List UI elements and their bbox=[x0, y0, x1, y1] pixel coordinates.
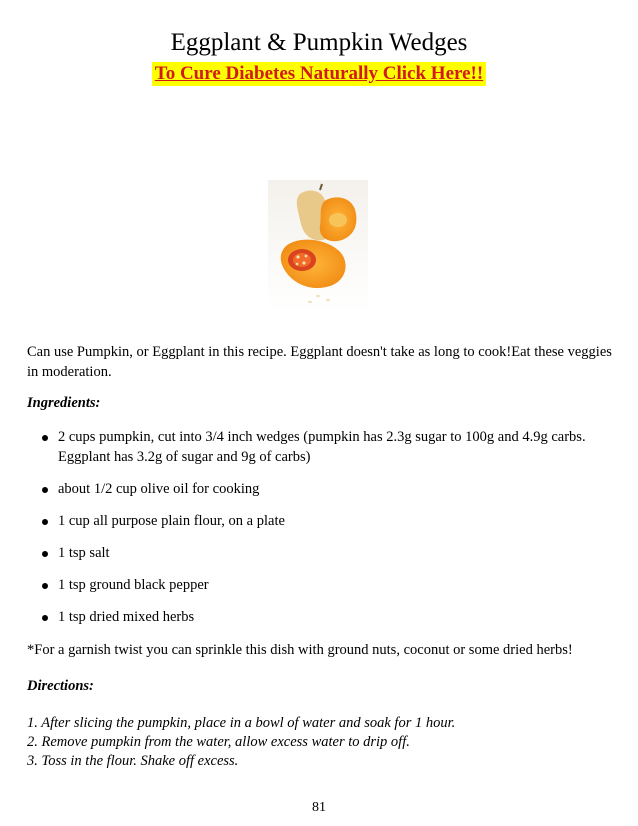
bullet-icon bbox=[42, 615, 48, 621]
bullet-icon bbox=[42, 435, 48, 441]
list-item bbox=[27, 607, 597, 627]
bullet-icon bbox=[42, 487, 48, 493]
ingredient-text: 2 cups pumpkin, cut into 3/4 inch wedges (pumpkin has 2.3g sugar to 100g and 4.9g carbs. Eggplant has 3.2g of sugar and 9g of carbs) bbox=[58, 429, 586, 465]
page-title: Eggplant & Pumpkin Wedges bbox=[170, 29, 468, 56]
directions-heading: Directions: bbox=[27, 678, 94, 694]
ingredient-text: 1 tsp salt bbox=[58, 545, 110, 561]
ingredients-heading: Ingredients: bbox=[27, 395, 101, 411]
list-item bbox=[27, 543, 597, 563]
ingredient-text: 1 tsp dried mixed herbs bbox=[58, 609, 195, 625]
direction-step: 2. Remove pumpkin from the water, allow excess water to drip off. bbox=[27, 734, 410, 750]
bullet-icon bbox=[42, 519, 48, 525]
bullet-icon bbox=[42, 583, 48, 589]
ingredients-list bbox=[27, 427, 597, 639]
list-item bbox=[27, 479, 597, 499]
ingredient-text: 1 cup all purpose plain flour, on a plate bbox=[58, 513, 285, 529]
ingredient-text: 1 tsp ground black pepper bbox=[58, 577, 209, 593]
ingredient-text: about 1/2 cup olive oil for cooking bbox=[58, 481, 260, 497]
direction-step: 3. Toss in the flour. Shake off excess. bbox=[27, 753, 239, 769]
butternut-squash-photo bbox=[268, 180, 368, 312]
garnish-note: *For a garnish twist you can sprinkle this dish with ground nuts, coconut or some dried herbs! bbox=[27, 642, 573, 658]
promo-link[interactable]: To Cure Diabetes Naturally Click Here!! bbox=[152, 62, 486, 86]
direction-step: 1. After slicing the pumpkin, place in a bowl of water and soak for 1 hour. bbox=[27, 715, 456, 731]
list-item bbox=[27, 511, 597, 531]
promo-link-container bbox=[0, 62, 638, 86]
list-item bbox=[27, 575, 597, 595]
directions-list bbox=[27, 714, 617, 771]
list-item bbox=[27, 427, 597, 467]
bullet-icon bbox=[42, 551, 48, 557]
page-number: 81 bbox=[312, 800, 326, 815]
intro-text: Can use Pumpkin, or Eggplant in this recipe. Eggplant doesn't take as long to cook!Eat these veggies in moderation. bbox=[27, 344, 612, 380]
